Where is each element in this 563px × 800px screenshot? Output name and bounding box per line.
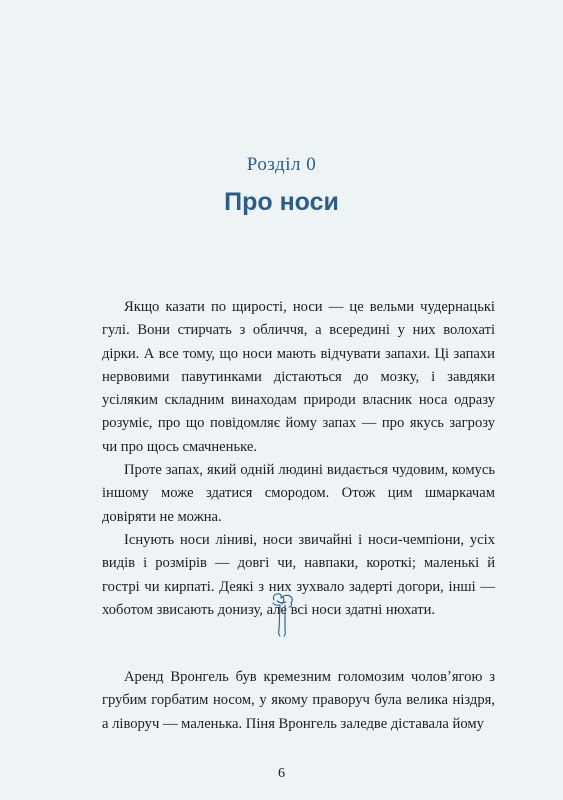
page-number: 6: [278, 766, 285, 781]
chapter-label: Розділ 0: [246, 154, 317, 175]
body-text-top: [102, 296, 495, 622]
paragraph: Якщо казати по щирості, носи — це вельми чудернацькі гулі. Вони стирчать з обличчя, а всередині у них волохаті дірки. А все тому, що носи мають відчувати запахи. Ці запахи нервовими павутинками дістаються до мозку, і завдяки усіляким складним винаходам природи власник носа одразу розуміє, про що повідомляє йому запах — про якусь загрозу чи про щось смачненьке.: [102, 299, 495, 455]
paragraph: Проте запах, який одній людині видається чудовим, комусь іншому може здатися смородом. Отож цим шмаркачам довіряти не можна.: [102, 462, 495, 525]
paragraph: Існують носи ліниві, носи звичайні і носи-чемпіони, усіх видів і розмірів — довгі чи, навпаки, короткі; маленькі й гострі чи кирпаті. Деякі з них зухвало задерті догори, інші — хоботом звисають донизу, але всі носи здатні нюхати.: [102, 531, 495, 618]
body-text-bottom: [102, 666, 495, 736]
chapter-title: Про носи: [224, 188, 339, 216]
nose-figure-doodle-icon: [269, 592, 297, 642]
paragraph: Аренд Вронгель був кремезним голомозим чоловʼягою з грубим горбатим носом, у якому праворуч була велика ніздря, а ліворуч — маленька. Піня Вронгель заледве діставала йому: [102, 669, 495, 732]
